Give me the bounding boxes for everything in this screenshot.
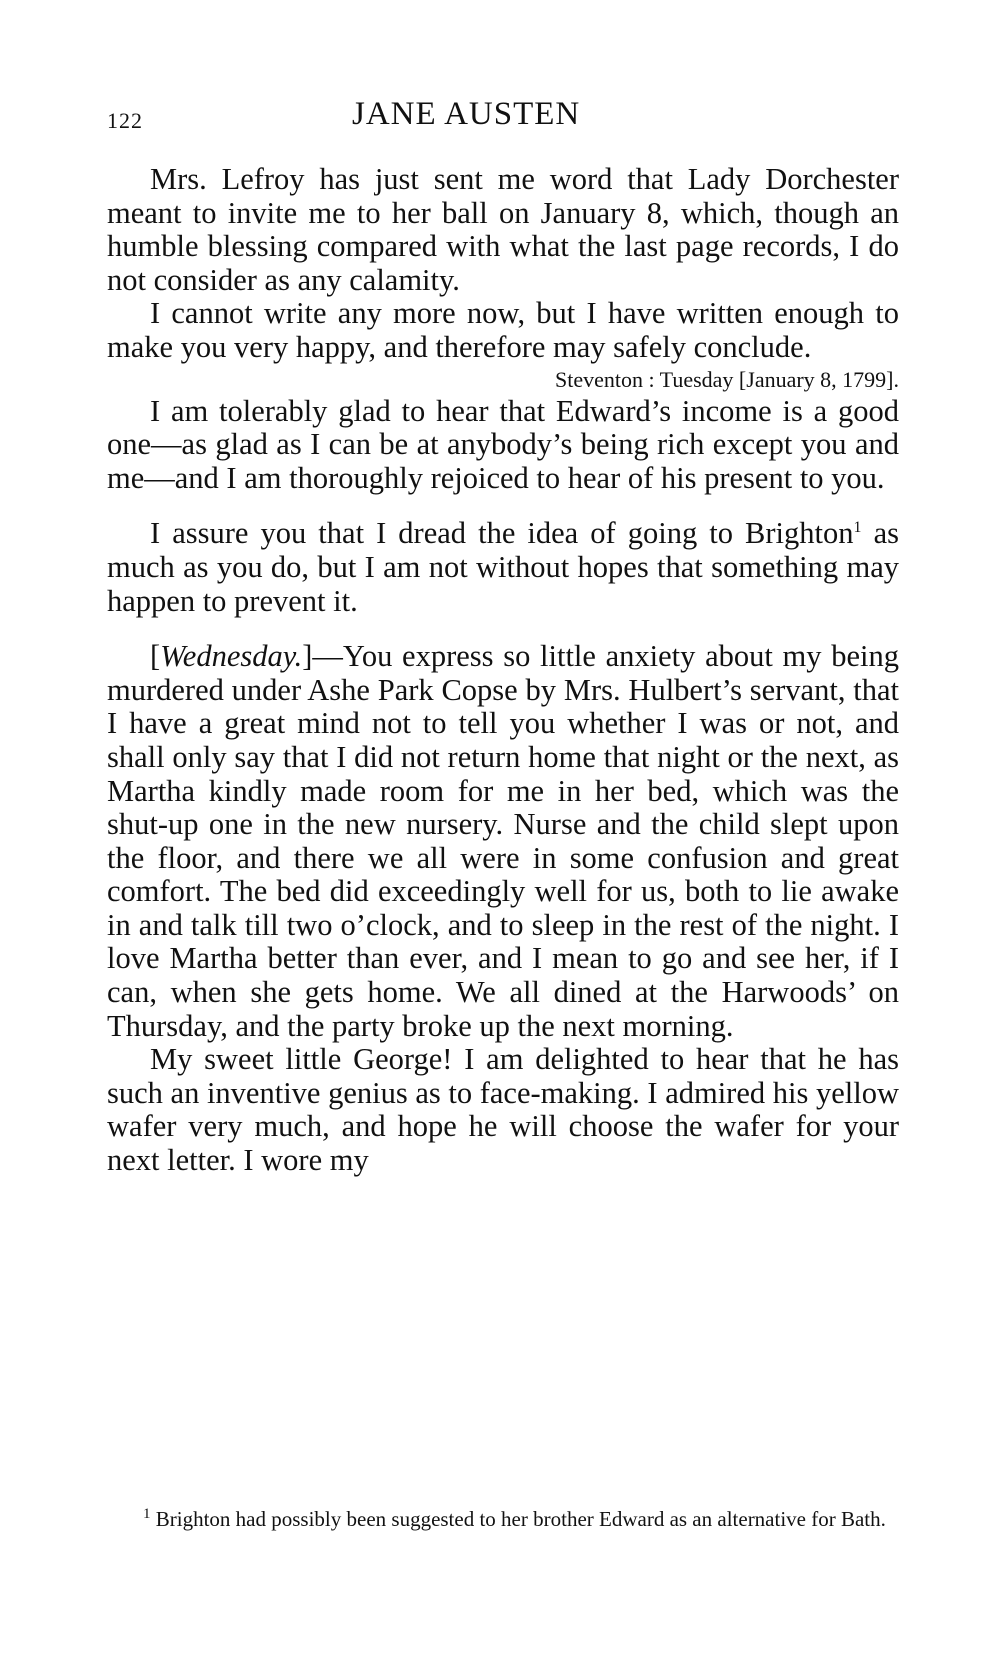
running-title: JANE AUSTEN [352, 96, 581, 132]
bracket-open: [ [150, 639, 161, 674]
brighton-text-before: I assure you that I dread the idea of going to Brighton [150, 516, 854, 551]
footnote-reference: 1 [853, 519, 862, 537]
paragraph-wednesday [107, 640, 899, 1043]
footnote-body: Brighton had possibly been suggested to her brother Edward as an alternative for Bath. [150, 1507, 886, 1531]
paragraph-brighton [107, 517, 899, 618]
paragraph-gap [107, 618, 899, 640]
paragraph-edward-income: I am tolerably glad to hear that Edward’s income is a good one—as glad as I can be at anybody’s being rich except you and me—and I am thoroughly rejoiced to hear of his present to you. [107, 393, 899, 495]
paragraph-gap [107, 495, 899, 517]
paragraph-conclude: I cannot write any more now, but I have written enough to make you very happy, and therefore may safely conclude. [107, 296, 899, 364]
footnote-text [107, 1506, 899, 1533]
running-head [107, 96, 907, 136]
brighton-text-after: as much as you do, but I am not without hopes that something may happen to prevent it. [107, 516, 899, 618]
paragraph-lefroy: Mrs. Lefroy has just sent me word that Lady Dorchester meant to invite me to her ball on January 8, which, though an humble blessing compared with what the last page records, I do not consider as any calamity. [107, 162, 899, 297]
page-number: 122 [107, 108, 143, 133]
dateline: Steventon : Tuesday [January 8, 1799]. [554, 366, 899, 392]
paragraph-george: My sweet little George! I am delighted to hear that he has such an inventive genius as to face-making. I admired his yellow wafer very much, and hope he will choose the wafer for your next letter. I wore my [107, 1042, 899, 1178]
footnote [107, 1506, 899, 1533]
footnote-marker: 1 [143, 1506, 151, 1522]
day-heading-wednesday: Wednesday. [160, 639, 303, 674]
body-text [107, 163, 899, 1178]
wednesday-text: ]—You express so little anxiety about my being murdered under Ashe Park Copse by Mrs. Hulbert’s servant, that I have a great mind not to tell you whether I was or not, and shall only say that I did not return home that night or the next, as Martha kindly made room for me in her bed, which was the shut-up one in the new nursery. Nurse and the child slept upon the floor, and there we all were in some confusion and great comfort. The bed did exceedingly well for us, both to lie awake in and talk till two o’clock, and to sleep in the rest of the night. I love Martha better than ever, and I mean to go and see her, if I can, when she gets home. We all dined at the Harwoods’ on Thursday, and the party broke up the next morning. [107, 639, 899, 1043]
